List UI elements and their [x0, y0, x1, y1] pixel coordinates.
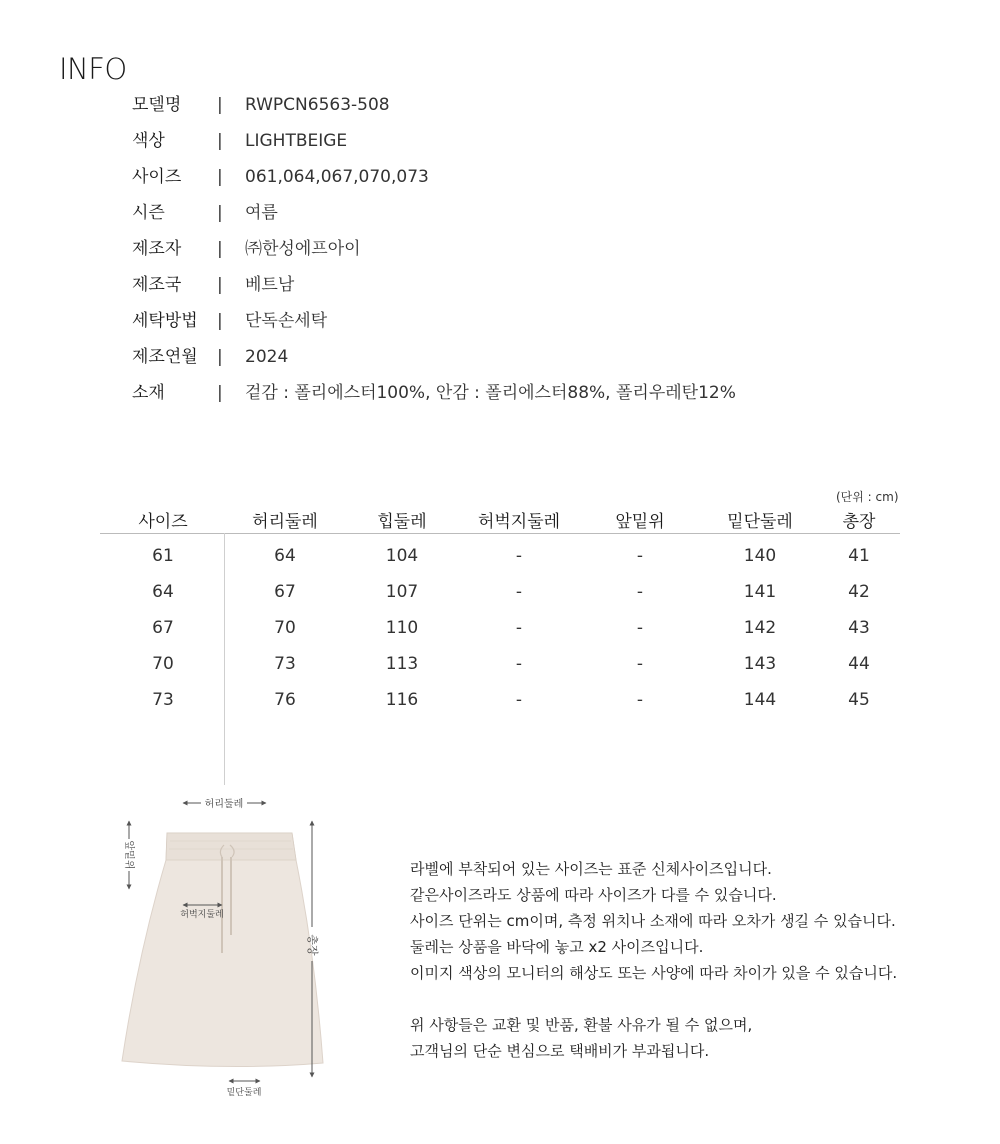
info-separator: | — [217, 239, 223, 259]
info-row-model — [132, 90, 952, 126]
info-value: 2024 — [245, 347, 289, 367]
note-line: 이미지 색상의 모니터의 해상도 또는 사양에 따라 차이가 있을 수 있습니다. — [410, 964, 898, 982]
info-value: 베트남 — [245, 275, 295, 295]
size-diagram — [110, 785, 340, 1105]
table-cell: - — [515, 618, 523, 638]
table-cell: 64 — [152, 582, 174, 602]
info-label: 제조연월 — [132, 347, 198, 367]
info-label: 제조자 — [132, 239, 182, 259]
info-separator: | — [217, 383, 223, 403]
table-row — [100, 610, 900, 646]
info-label: 제조국 — [132, 275, 182, 295]
info-separator: | — [217, 311, 223, 331]
skirt-diagram-svg — [110, 785, 340, 1105]
info-row-material — [132, 378, 952, 414]
note-line: 둘레는 상품을 바닥에 놓고 x2 사이즈입니다. — [410, 938, 704, 956]
size-notes — [410, 856, 970, 1064]
header-hip: 힙둘레 — [344, 505, 460, 534]
info-row-color — [132, 126, 952, 162]
table-cell: - — [515, 690, 523, 710]
hem-label: 밑단둘레 — [226, 1088, 262, 1098]
table-row — [100, 682, 900, 718]
table-cell: 143 — [743, 654, 777, 674]
info-value: RWPCN6563-508 — [245, 95, 390, 115]
table-cell: 116 — [385, 690, 419, 710]
info-row-manufacturer — [132, 234, 952, 270]
header-waist: 허리둘레 — [226, 505, 344, 534]
table-cell: 45 — [848, 690, 870, 710]
info-row-washing — [132, 306, 952, 342]
info-value: ㈜한성에프아이 — [245, 239, 361, 259]
info-value: 여름 — [245, 203, 278, 223]
table-cell: 144 — [743, 690, 777, 710]
table-cell: - — [636, 546, 644, 566]
table-cell: 64 — [274, 546, 296, 566]
info-separator: | — [217, 347, 223, 367]
info-separator: | — [217, 275, 223, 295]
info-label: 모델명 — [132, 95, 182, 115]
table-cell: - — [636, 654, 644, 674]
table-cell: 107 — [385, 582, 419, 602]
info-label: 사이즈 — [132, 167, 182, 187]
note-line: 위 사항들은 교환 및 반품, 환불 사유가 될 수 없으며, — [410, 1016, 753, 1034]
table-cell: 113 — [385, 654, 419, 674]
info-separator: | — [217, 167, 223, 187]
info-label: 색상 — [132, 131, 165, 151]
table-row — [100, 574, 900, 610]
table-cell: 42 — [848, 582, 870, 602]
table-cell: 70 — [274, 618, 296, 638]
info-list — [132, 90, 952, 414]
header-size: 사이즈 — [100, 505, 226, 534]
note-line: 사이즈 단위는 cm이며, 측정 위치나 소재에 따라 오차가 생길 수 있습니다. — [410, 912, 896, 930]
header-thigh: 허벅지둘레 — [460, 505, 578, 534]
note-line: 고객님의 단순 변심으로 택배비가 부과됩니다. — [410, 1042, 710, 1060]
info-separator: | — [217, 95, 223, 115]
table-row — [100, 646, 900, 682]
table-cell: 41 — [848, 546, 870, 566]
table-cell: 43 — [848, 618, 870, 638]
info-value: 겉감 : 폴리에스터100%, 안감 : 폴리에스터88%, 폴리우레탄12% — [245, 383, 736, 403]
table-cell: 67 — [274, 582, 296, 602]
info-row-size — [132, 162, 952, 198]
header-hem: 밑단둘레 — [702, 505, 818, 534]
length-label: 총장 — [306, 934, 319, 956]
info-separator: | — [217, 203, 223, 223]
info-row-country — [132, 270, 952, 306]
thigh-label: 허벅지둘레 — [180, 910, 224, 920]
note-spacer — [410, 986, 970, 1012]
header-front-rise: 앞밑위 — [578, 505, 702, 534]
table-cell: - — [515, 654, 523, 674]
table-cell: 73 — [152, 690, 174, 710]
info-row-date — [132, 342, 952, 378]
table-cell: - — [636, 618, 644, 638]
table-cell: 76 — [274, 690, 296, 710]
header-length: 총장 — [818, 505, 900, 534]
info-value: 단독손세탁 — [245, 311, 328, 331]
info-separator: | — [217, 131, 223, 151]
waist-label: 허리둘레 — [204, 799, 244, 810]
table-cell: - — [515, 582, 523, 602]
info-label: 시즌 — [132, 203, 165, 223]
table-divider-line — [224, 533, 225, 785]
note-line: 라벨에 부착되어 있는 사이즈는 표준 신체사이즈입니다. — [410, 860, 772, 878]
table-cell: 140 — [743, 546, 777, 566]
table-cell: - — [636, 690, 644, 710]
table-cell: - — [636, 582, 644, 602]
size-table — [100, 505, 900, 718]
table-cell: 142 — [743, 618, 777, 638]
table-cell: 104 — [385, 546, 419, 566]
table-row — [100, 534, 900, 575]
unit-label: (단위 : cm) — [836, 490, 899, 504]
table-cell: 73 — [274, 654, 296, 674]
info-label: 세탁방법 — [132, 311, 198, 331]
table-cell: 110 — [385, 618, 419, 638]
table-cell: - — [515, 546, 523, 566]
table-cell: 67 — [152, 618, 174, 638]
table-cell: 70 — [152, 654, 174, 674]
info-value: LIGHTBEIGE — [245, 131, 348, 151]
front-rise-label: 앞밑위 — [123, 840, 134, 870]
info-row-season — [132, 198, 952, 234]
info-title: INFO — [59, 52, 127, 86]
note-line: 같은사이즈라도 상품에 따라 사이즈가 다를 수 있습니다. — [410, 886, 777, 904]
table-cell: 61 — [152, 546, 174, 566]
table-cell: 141 — [743, 582, 777, 602]
table-cell: 44 — [848, 654, 870, 674]
info-value: 061,064,067,070,073 — [245, 167, 429, 187]
info-label: 소재 — [132, 383, 165, 403]
size-table-header — [100, 505, 900, 534]
